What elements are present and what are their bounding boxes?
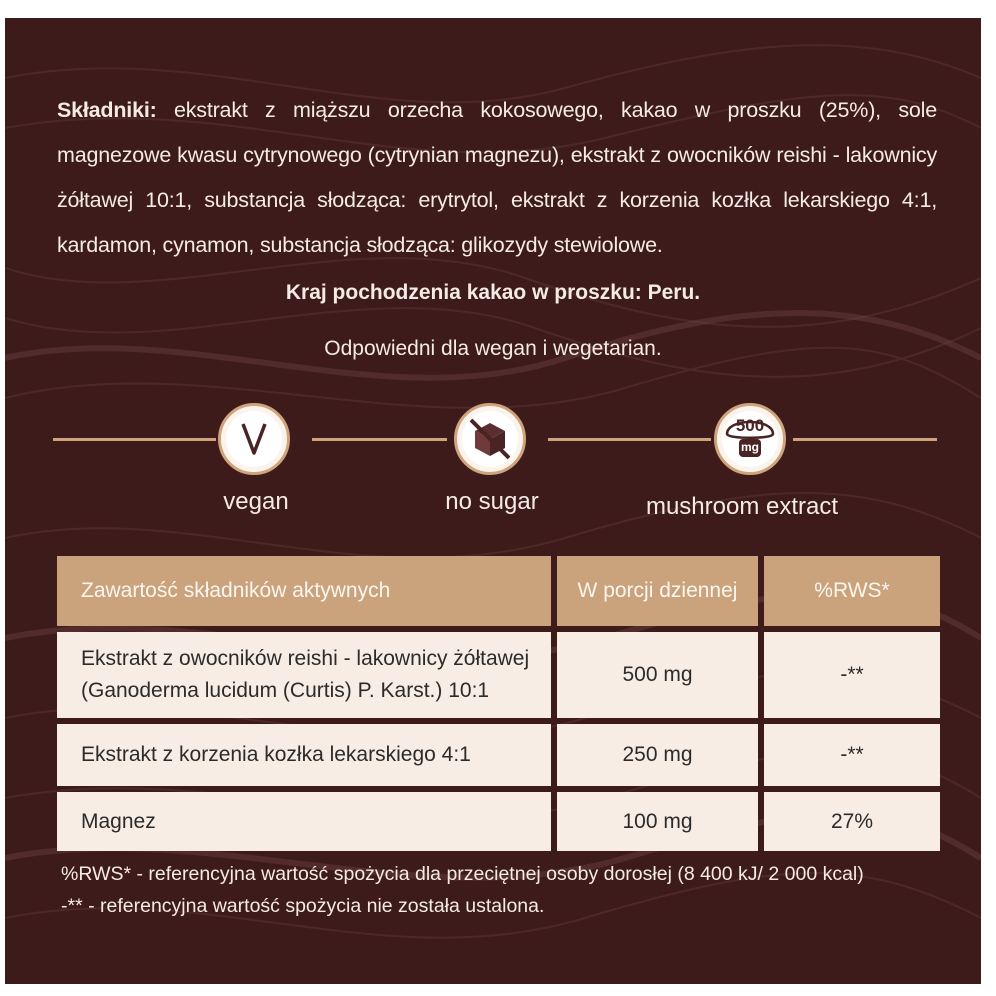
- table-header-row: [57, 556, 940, 626]
- divider-line: [312, 438, 447, 441]
- no-sugar-label: no sugar: [445, 488, 539, 515]
- table-header-rws: %RWS*: [764, 556, 940, 626]
- mushroom-unit: mg: [741, 440, 759, 454]
- table-cell-dose: 500 mg: [557, 632, 758, 718]
- no-sugar-cube-icon: [457, 406, 523, 472]
- active-ingredients-table: [57, 550, 940, 857]
- footnote-not-established: -** - referencyjna wartość spożycia nie została ustalona.: [61, 895, 545, 917]
- table-header-ingredient: Zawartość składników aktywnych: [57, 556, 551, 626]
- table-cell-ingredient: Ekstrakt z korzenia kozłka lekarskiego 4:1: [57, 724, 551, 786]
- table-cell-ingredient: Magnez: [57, 792, 551, 851]
- ingredients-label: Składniki:: [57, 98, 157, 122]
- table-cell-rws: -**: [764, 632, 940, 718]
- divider-line: [793, 438, 937, 441]
- table-row: [57, 724, 940, 786]
- vegan-note: Odpowiedni dla wegan i wegetarian.: [324, 337, 662, 360]
- divider-line: [53, 438, 216, 441]
- mushroom-extract-label: mushroom extract: [645, 493, 839, 520]
- no-sugar-badge: [454, 403, 526, 475]
- cocoa-origin: Kraj pochodzenia kakao w proszku: Peru.: [285, 281, 701, 304]
- table-cell-dose: 250 mg: [557, 724, 758, 786]
- footnote-rws: %RWS* - referencyjna wartość spożycia dla przeciętnej osoby dorosłej (8 400 kJ/ 2 000 kcal): [61, 863, 864, 885]
- mushroom-badge: [714, 403, 786, 475]
- table-row: [57, 632, 940, 718]
- table-cell-rws: 27%: [764, 792, 940, 851]
- table-cell-ingredient: [57, 632, 551, 718]
- table-row: [57, 792, 940, 851]
- vegan-badge: [218, 403, 290, 475]
- table-cell-rws: -**: [764, 724, 940, 786]
- ingredient-name-line2: (Ganoderma lucidum (Curtis) P. Karst.) 10:1: [81, 679, 490, 702]
- vegan-v-icon: [221, 406, 287, 472]
- vegan-label: vegan: [223, 488, 289, 515]
- ingredients-list: ekstrakt z miąższu orzecha kokosowego, kakao w proszku (25%), sole magnezowe kwasu cytrynowego (cytrynian magnezu), ekstrakt z owocników reishi - lakownicy żółtawej 10:1, substancja słodząca: erytrytol, ekstrakt z korzenia kozłka lekarskiego 4:1, kardamon, cynamon, substancja słodząca: glikozydy stewiolowe.: [57, 98, 937, 257]
- ingredients-text: [57, 88, 937, 268]
- label-panel: [5, 18, 981, 984]
- table-cell-dose: 100 mg: [557, 792, 758, 851]
- divider-line: [548, 438, 711, 441]
- table-header-daily-dose: W porcji dziennej: [557, 556, 758, 626]
- mushroom-amount: 500: [735, 416, 765, 435]
- ingredient-name-line1: Ekstrakt z owocników reishi - lakownicy żółtawej: [81, 647, 530, 670]
